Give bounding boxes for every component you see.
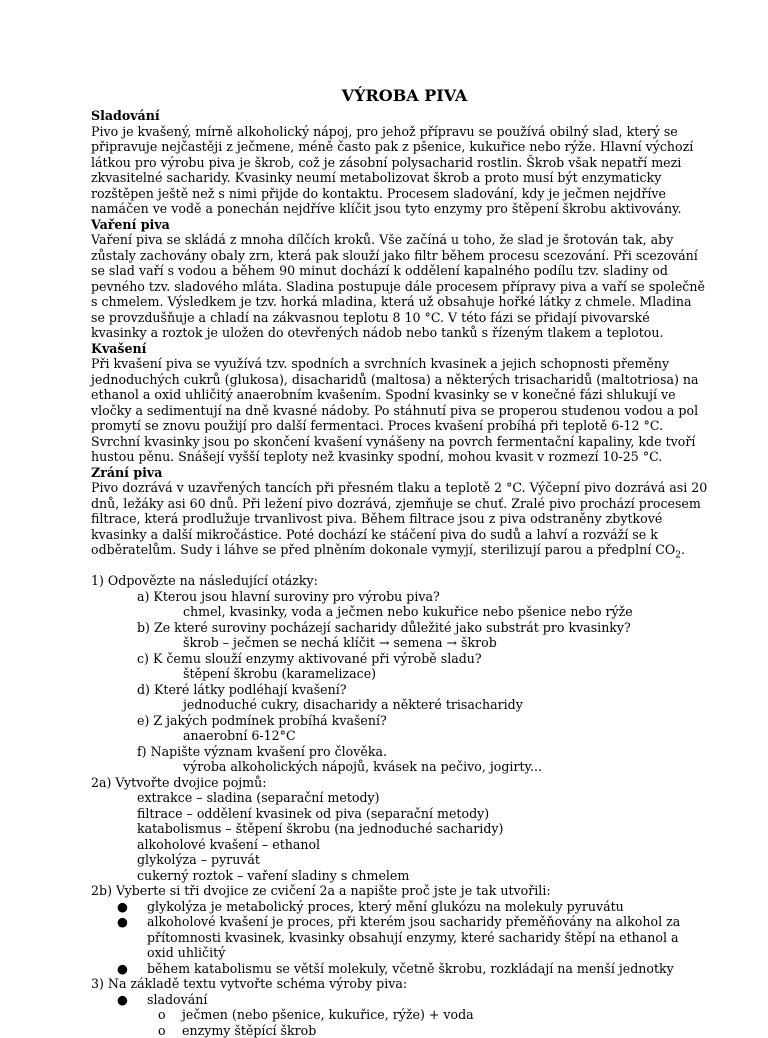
section-sladovani bbox=[91, 108, 708, 217]
sub-list-item-text: ječmen (nebo pšenice, kukuřice, rýže) + voda bbox=[182, 1007, 474, 1022]
list-item bbox=[91, 961, 708, 977]
question-b: b) Ze které suroviny pocházejí sacharidy důležité jako substrát pro kvasinky? bbox=[91, 620, 708, 636]
sub-list-item bbox=[91, 1007, 708, 1023]
section-zrani-piva bbox=[91, 465, 708, 558]
section-kvaseni bbox=[91, 341, 708, 465]
question-a: a) Kterou jsou hlavní suroviny pro výrobu piva? bbox=[91, 589, 708, 605]
list-item-text: během katabolismu se větší molekuly, včetně škrobu, rozkládají na menší jednotky bbox=[147, 961, 674, 976]
term-pair: katabolismus – štěpení škrobu (na jednoduché sacharidy) bbox=[91, 821, 708, 837]
exercise-intro: 3) Na základě textu vytvořte schéma výroby piva: bbox=[91, 976, 708, 992]
exercise-1 bbox=[91, 573, 708, 775]
section-paragraph bbox=[91, 480, 708, 558]
section-heading: Sladování bbox=[91, 108, 708, 124]
blank-line bbox=[91, 558, 708, 574]
sub-bullet-list bbox=[91, 1007, 708, 1038]
list-item bbox=[91, 899, 708, 915]
sub-list-item bbox=[91, 1023, 708, 1038]
term-pair: filtrace – oddělení kvasinek od piva (separační metody) bbox=[91, 806, 708, 822]
section-heading: Zrání piva bbox=[91, 465, 708, 481]
section-paragraph: Vaření piva se skládá z mnoha dílčích kroků. Vše začíná u toho, že slad je šrotován tak, aby zůstaly zachovány obaly zrn, která pak slouží jako filtr během procesu scezování. Při scezování se slad vaří s vodou a během 90 minut dochází k oddělení kapalného podílu tzv. sladiny od pevného tzv. sladového mláta. Sladina postupuje dále procesem přípravy piva a vaří se společně s chmelem. Výsledkem je tzv. horká mladina, která už obsahuje hořké látky z chmele. Mladina se provzdušňuje a chladí na zákvasnou teplotu 8 10 °C. V této fázi se přidají pivovarské kvasinky a roztok je uložen do otevřených nádob nebo tanků s řízeným tlakem a teplotou. bbox=[91, 232, 708, 341]
bullet-icon: ● bbox=[117, 961, 128, 977]
answer-b: škrob – ječmen se nechá klíčit → semena → škrob bbox=[91, 635, 708, 651]
answer-e: anaerobní 6-12°C bbox=[91, 728, 708, 744]
question-f: f) Napište význam kvašení pro člověka. bbox=[91, 744, 708, 760]
answer-f: výroba alkoholických nápojů, kvásek na pečivo, jogirty... bbox=[91, 759, 708, 775]
answer-c: štěpení škrobu (karamelizace) bbox=[91, 666, 708, 682]
list-item bbox=[91, 914, 708, 961]
section-heading: Kvašení bbox=[91, 341, 708, 357]
section-paragraph: Pivo je kvašený, mírně alkoholický nápoj, pro jehož přípravu se používá obilný slad, který se připravuje nejčastěji z ječmene, méně často pak z pšenice, kukuřice nebo rýže. Hlavní výchozí látkou pro výrobu piva je škrob, což je zásobní polysacharid rostlin. Škrob však nepatří mezi zkvasitelné sacharidy. Kvasinky neumí metabolizovat škrob a proto musí být enzymaticky rozštěpen ještě než s nimi přijde do kontaktu. Procesem sladování, kdy je ječmen nejdříve namáčen ve vodě a ponechán nejdříve klíčit jsou tyto enzymy pro štěpení škrobu aktivovány. bbox=[91, 124, 708, 217]
term-pair: extrakce – sladina (separační metody) bbox=[91, 790, 708, 806]
circle-bullet-icon: o bbox=[158, 1023, 166, 1038]
answer-d: jednoduché cukry, disacharidy a některé trisacharidy bbox=[91, 697, 708, 713]
term-pair: cukerný roztok – vaření sladiny s chmelem bbox=[91, 868, 708, 884]
section-paragraph: Při kvašení piva se využívá tzv. spodních a svrchních kvasinek a jejich schopnosti přeměny jednoduchých cukrů (glukosa), disacharidů (maltosa) a některých trisacharidů (maltotriosa) na ethanol a oxid uhličitý anaerobním kvašením. Spodní kvasinky se v konečné fázi shlukují ve vločky a sedimentují na dně kvasné nádoby. Po stáhnutí piva se properou studenou vodou a pol promytí se znovu použijí pro další fermentaci. Proces kvašení probíhá při teplotě 6-12 °C. Svrchní kvasinky jsou po skončení kvašení vynášeny na povrch fermentační kapaliny, kde tvoří hustou pěnu. Snášejí vyšší teploty než kvasinky spodní, mohou kvasit v rozmezí 10-25 °C. bbox=[91, 356, 708, 465]
exercise-intro: 2b) Vyberte si tři dvojice ze cvičení 2a a napište proč jste je tak utvořili: bbox=[91, 883, 708, 899]
exercise-3 bbox=[91, 976, 708, 1038]
sub-list-item-text: enzymy štěpící škrob bbox=[182, 1023, 316, 1038]
list-item-text: alkoholové kvašení je proces, při kterém jsou sacharidy přeměňovány na alkohol za přítomnosti kvasinek, kvasinky obsahují enzymy, které sacharidy štěpí na ethanol a oxid uhličitý bbox=[147, 914, 680, 960]
bullet-icon: ● bbox=[117, 992, 128, 1008]
circle-bullet-icon: o bbox=[158, 1007, 166, 1023]
list-item bbox=[91, 992, 708, 1008]
question-e: e) Z jakých podmínek probíhá kvašení? bbox=[91, 713, 708, 729]
question-c: c) K čemu slouží enzymy aktivované při výrobě sladu? bbox=[91, 651, 708, 667]
bullet-icon: ● bbox=[117, 899, 128, 915]
answer-a: chmel, kvasinky, voda a ječmen nebo kukuřice nebo pšenice nebo rýže bbox=[91, 604, 708, 620]
question-d: d) Které látky podléhají kvašení? bbox=[91, 682, 708, 698]
section-heading: Vaření piva bbox=[91, 217, 708, 233]
term-pair: glykolýza – pyruvát bbox=[91, 852, 708, 868]
section-vareni-piva bbox=[91, 217, 708, 341]
exercise-2a bbox=[91, 775, 708, 884]
paragraph-text: Pivo dozrává v uzavřených tancích při přesném tlaku a teplotě 2 °C. Výčepní pivo dozrává asi 20 dnů, ležáky asi 60 dnů. Při ležení pivo dozrává, zjemňuje se chuť. Zralé pivo prochází procesem filtrace, která prodlužuje trvanlivost piva. Během filtrace jsou z piva odstraněny zbytkové kvasinky a další mikročástice. Poté dochází ke stáčení piva do sudů a lahví a rozváží se k odběratelům. Sudy i láhve se před plněním dokonale vymyjí, sterilizují parou a předplní CO bbox=[91, 480, 707, 557]
exercise-intro: 1) Odpovězte na následující otázky: bbox=[91, 573, 708, 589]
exercise-intro: 2a) Vytvořte dvojice pojmů: bbox=[91, 775, 708, 791]
paragraph-end: . bbox=[681, 542, 685, 557]
list-item-text: glykolýza je metabolický proces, který mění glukózu na molekuly pyruvátu bbox=[147, 899, 624, 914]
subscript-2: 2 bbox=[675, 551, 681, 561]
exercise-2b bbox=[91, 883, 708, 976]
bullet-list bbox=[91, 992, 708, 1008]
term-pair: alkoholové kvašení – ethanol bbox=[91, 837, 708, 853]
document-title: VÝROBA PIVA bbox=[91, 86, 708, 106]
list-item-text: sladování bbox=[147, 992, 207, 1007]
bullet-icon: ● bbox=[117, 914, 128, 930]
bullet-list bbox=[91, 899, 708, 977]
